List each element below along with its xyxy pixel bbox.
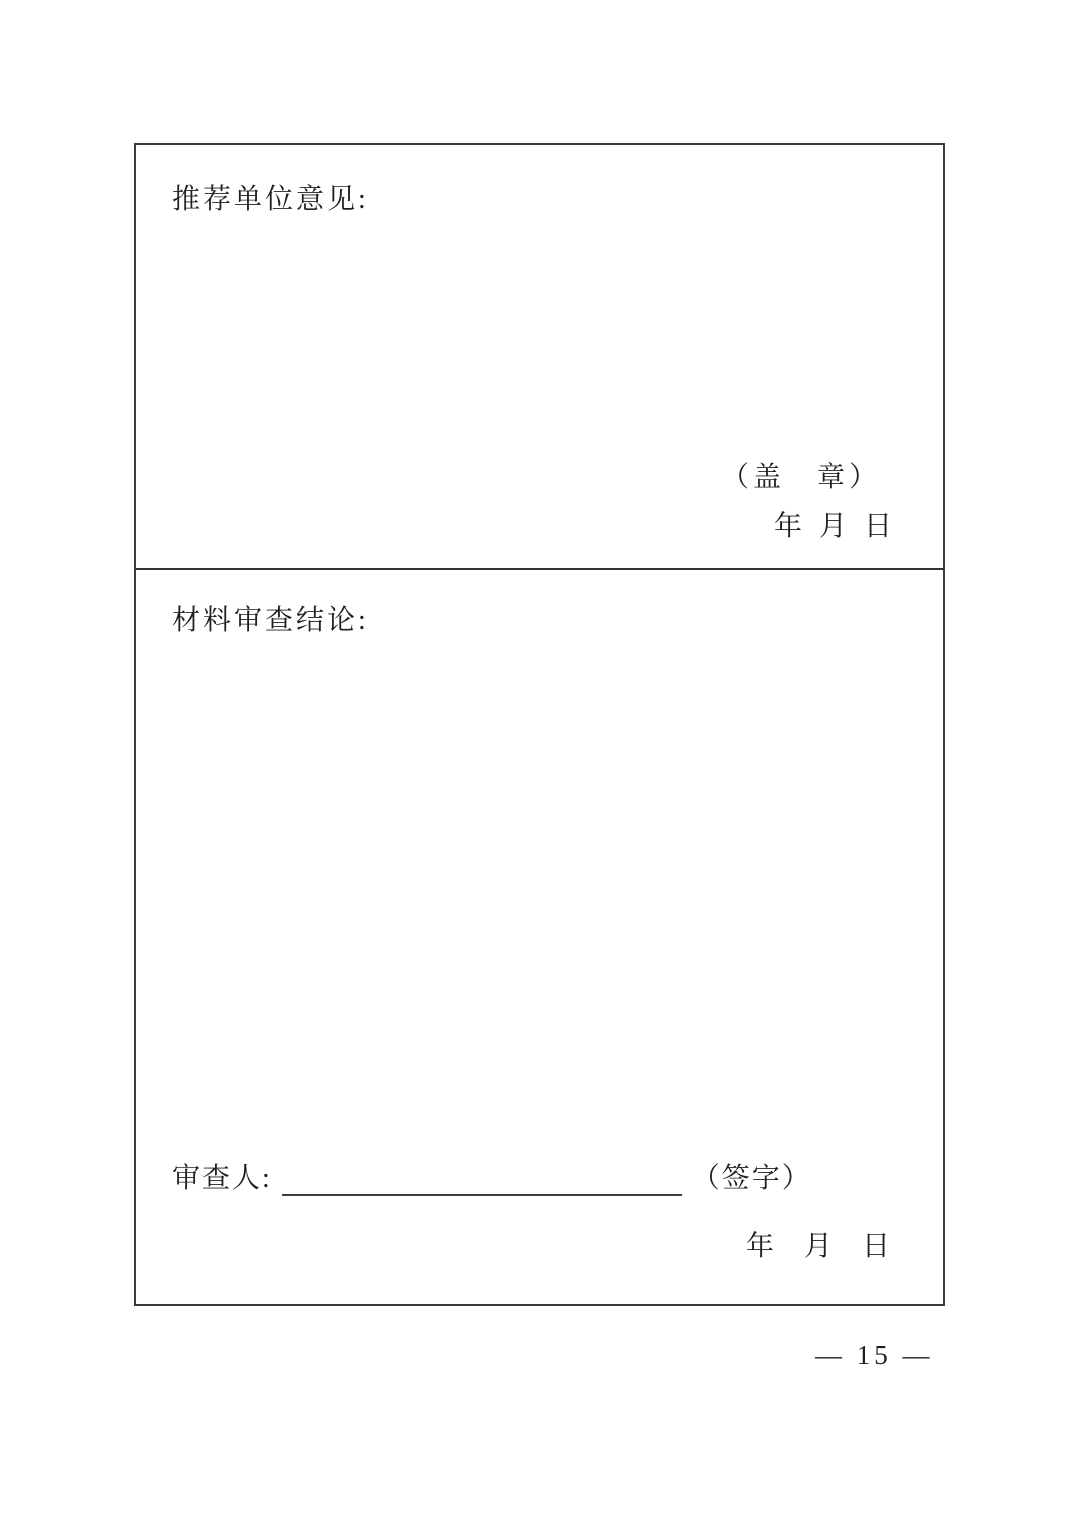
page-number: — 15 —: [815, 1340, 934, 1370]
reviewer-label: 审查人:: [172, 1163, 272, 1194]
recommendation-date-line: [774, 504, 892, 544]
material-review-section: [136, 570, 943, 1302]
signature-blank-line: [282, 1162, 682, 1196]
review-date-line: [746, 1224, 890, 1264]
recommendation-opinion-section: [136, 145, 943, 570]
date-year-label: 年: [774, 511, 803, 542]
date-year-label: 年: [746, 1231, 775, 1262]
form-box: [134, 143, 945, 1306]
date-day-label: 日: [864, 511, 893, 542]
date-day-label: 日: [862, 1231, 891, 1262]
sign-here-label: （签字）: [691, 1163, 812, 1194]
seal-placeholder: （盖 章）: [721, 462, 882, 493]
review-section-title: 材料审查结论:: [172, 605, 369, 636]
reviewer-signature-row: [172, 1156, 812, 1196]
date-month-label: 月: [804, 1231, 833, 1262]
date-month-label: 月: [819, 511, 848, 542]
recommendation-section-title: 推荐单位意见:: [172, 184, 369, 215]
